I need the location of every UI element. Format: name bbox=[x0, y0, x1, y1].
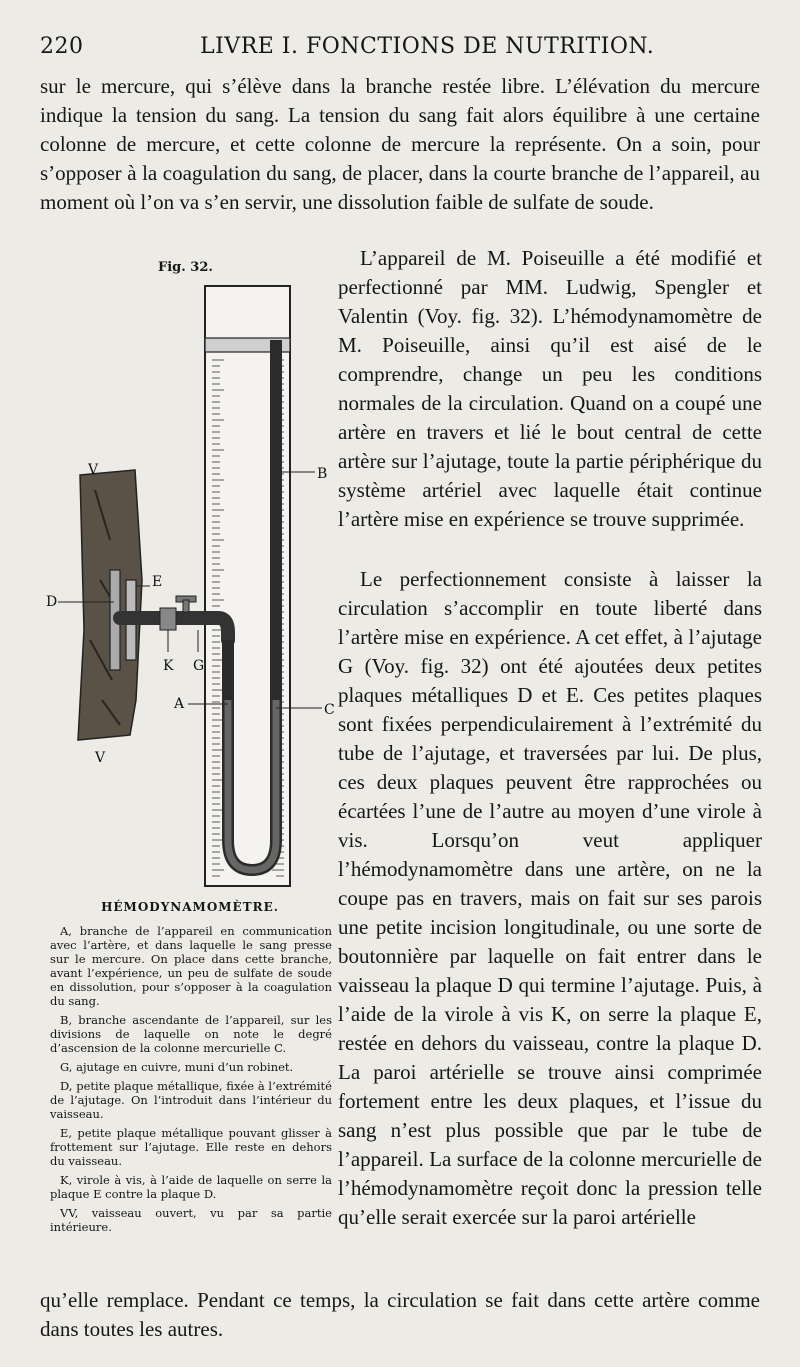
fig-letter-g: G bbox=[193, 658, 205, 674]
paragraph-perfectionnement: Le perfectionnement consiste à laisser la circulation s’accomplir en toute liberté dans l’artère mise en expérience. A cet effet, à l’ajutage G (Voy. fig. 32) ont été ajoutées deux petites plaques métalliques D et E. Ces petites plaques sont fixées perpendiculairement à l’extrémité du tube de l’ajutage, et traversées par lui. De plus, ces deux plaques peuvent être rapprochées ou écartées l’une de l’autre au moyen d’une virole à vis. Lorsqu’on veut appliquer l’hémodynamomètre dans une artère, on ne la coupe pas en travers, mais on fait sur ses parois une petite incision longitudinale, ou une sorte de boutonnière par laquelle on fait entrer dans le vaisseau la plaque D qui termine l’ajutage. Puis, à l’aide de la virole à vis K, on serre la plaque E, restée en dehors du vaisseau, contre la plaque D. La paroi artérielle se trouve ainsi comprimée fortement entre les deux plaques, et l’issue du sang n’est plus possible que par le tube de l’appareil. La surface de la colonne mercurielle de l’hémodynamomètre reçoit donc la pression telle qu’elle serait exercée sur la paroi artérielle bbox=[338, 567, 762, 1229]
stopcock-stem bbox=[183, 600, 189, 612]
page-number: 220 bbox=[40, 34, 84, 59]
figure-label: Fig. 32. bbox=[158, 260, 213, 275]
figure-title: HÉMODYNAMOMÈTRE. bbox=[101, 900, 279, 914]
fig-letter-c: C bbox=[324, 702, 335, 718]
page-header bbox=[40, 30, 760, 64]
running-title: LIVRE I. FONCTIONS DE NUTRITION. bbox=[200, 34, 655, 59]
hemodynamometer-figure bbox=[40, 280, 340, 900]
legend-item-a: A, branche de l’appareil en communication avec l’artère, et dans laquelle le sang presse sur le mercure. On place dans cette branche, avant l’expérience, un peu de sulfate de soude en dissolution, pour s’opposer à la coagulation du sang. bbox=[50, 924, 332, 1008]
fig-letter-d: D bbox=[46, 594, 58, 610]
fig-letter-a: A bbox=[174, 696, 185, 712]
fig-letter-e: E bbox=[152, 574, 163, 590]
legend-item-d: D, petite plaque métallique, fixée à l’extrémité de l’ajutage. On l’introduit dans l’intérieur du vaisseau. bbox=[50, 1079, 332, 1121]
figure-legend bbox=[50, 924, 332, 1239]
legend-item-g: G, ajutage en cuivre, muni d’un robinet. bbox=[60, 1060, 294, 1074]
paragraph-closing: qu’elle remplace. Pendant ce temps, la circulation se fait dans cette artère comme dans toutes les autres. bbox=[40, 1288, 760, 1341]
paragraph-poiseuille: L’appareil de M. Poiseuille a été modifié et perfectionné par MM. Ludwig, Spengler et Valentin (Voy. fig. 32). L’hémodynamomètre de M. Poiseuille, ainsi qu’il est aisé de le comprendre, change un peu les conditions normales de la circulation. Quand on a coupé une artère en travers et lié le bout central de cette artère sur l’ajutage, toute la partie périphérique du système artériel avec laquelle était continue l’artère mise en expérience se trouve supprimée. bbox=[338, 246, 762, 531]
legend-item-k: K, virole à vis, à l’aide de laquelle on serre la plaque E contre la plaque D. bbox=[50, 1173, 332, 1201]
fig-letter-b: B bbox=[317, 466, 328, 482]
fig-letter-v-bottom: V bbox=[95, 750, 106, 766]
legend-item-b: B, branche ascendante de l’appareil, sur les divisions de laquelle on note le degré d’ascension de la colonne mercurielle C. bbox=[50, 1013, 332, 1055]
legend-item-e: E, petite plaque métallique pouvant glisser à frottement sur l’ajutage. Elle reste en dehors du vaisseau. bbox=[50, 1126, 332, 1168]
screw-virole-k bbox=[160, 608, 176, 630]
fig-letter-v-top: V bbox=[88, 462, 99, 478]
legend-item-vv: VV, vaisseau ouvert, vu par sa partie intérieure. bbox=[50, 1206, 332, 1234]
paragraph-opening: sur le mercure, qui s’élève dans la branche restée libre. L’élévation du mercure indique la tension du sang. La tension du sang fait alors équilibre à une certaine colonne de mercure, et cette colonne de mercure la représente. On a soin, pour s’opposer à la coagulation du sang, de placer, dans la courte branche de l’appareil, au moment où l’on va s’en servir, une dissolution faible de sulfate de soude. bbox=[40, 74, 760, 214]
fig-letter-k: K bbox=[163, 658, 174, 674]
